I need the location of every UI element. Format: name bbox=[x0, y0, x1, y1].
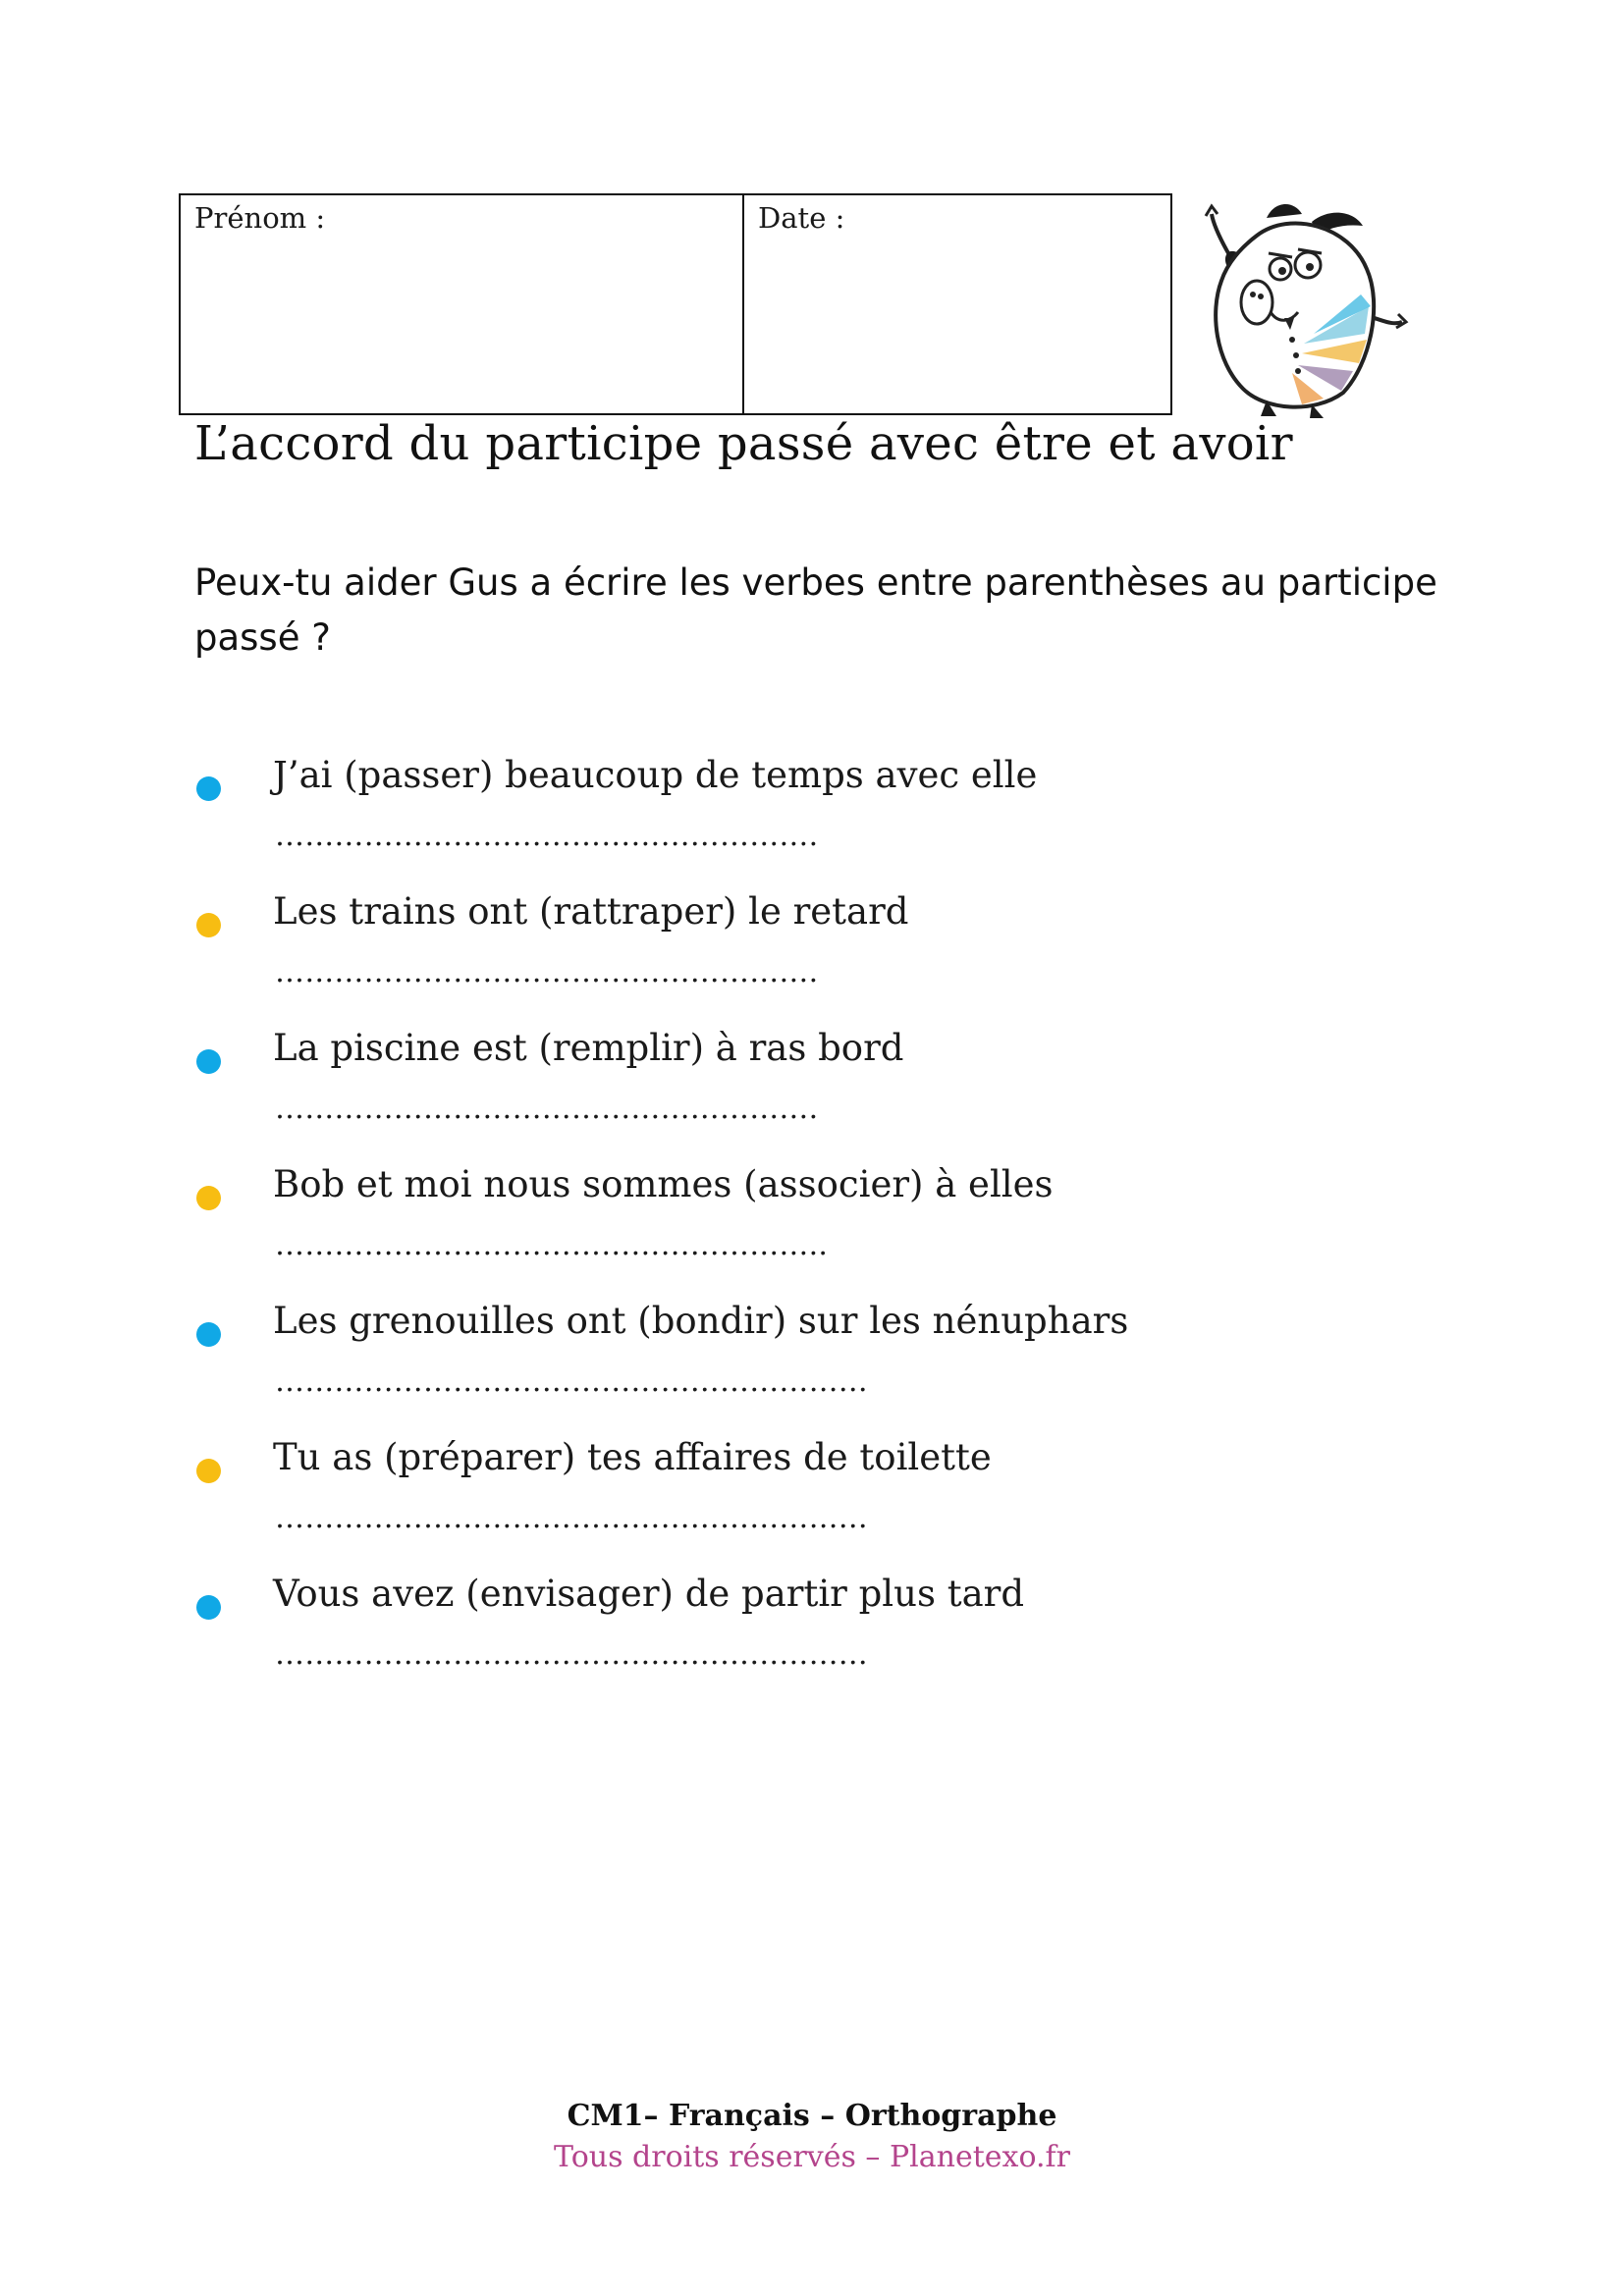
exercise-item bbox=[0, 890, 1375, 1026]
answer-line[interactable]: ………………………………………………. bbox=[275, 819, 819, 853]
bullet-dot-icon bbox=[196, 913, 221, 937]
prenom-field[interactable] bbox=[181, 195, 744, 413]
bullet-dot-icon bbox=[196, 1595, 221, 1620]
footer-rights: Tous droits réservés – Planetexo.fr bbox=[554, 2140, 1070, 2174]
exercise-sentence: Vous avez (envisager) de partir plus tard bbox=[273, 1573, 1025, 1615]
gus-mascot-icon bbox=[1196, 196, 1414, 418]
exercise-sentence: J’ai (passer) beaucoup de temps avec elle bbox=[273, 754, 1038, 796]
footer-course: CM1– Français – Orthographe bbox=[567, 2099, 1057, 2133]
bullet-dot-icon bbox=[196, 1186, 221, 1210]
answer-line[interactable]: …………………………………………………… bbox=[275, 1364, 868, 1399]
answer-line[interactable]: …………………………………………………… bbox=[275, 1501, 868, 1535]
date-field[interactable] bbox=[744, 195, 1170, 413]
exercise-sentence: Les grenouilles ont (bondir) sur les nénuphars bbox=[273, 1300, 1129, 1342]
bullet-dot-icon bbox=[196, 776, 221, 801]
answer-line[interactable]: ………………………………………………. bbox=[275, 955, 819, 989]
bullet-dot-icon bbox=[196, 1459, 221, 1483]
exercise-item bbox=[0, 1300, 1375, 1435]
exercise-item bbox=[0, 1573, 1375, 1708]
bullet-dot-icon bbox=[196, 1322, 221, 1347]
exercise-sentence: Bob et moi nous sommes (associer) à elles bbox=[273, 1163, 1054, 1205]
exercise-item bbox=[0, 754, 1375, 889]
exercise-sentence: Les trains ont (rattraper) le retard bbox=[273, 890, 909, 933]
prenom-label: Prénom : bbox=[194, 201, 326, 235]
exercise-sentence: La piscine est (remplir) à ras bord bbox=[273, 1027, 904, 1069]
date-label: Date : bbox=[758, 201, 845, 235]
answer-line[interactable]: ………………………………………………. bbox=[275, 1092, 819, 1126]
worksheet-title: L’accord du participe passé avec être et avoir bbox=[194, 416, 1293, 471]
instruction-text: Peux-tu aider Gus a écrire les verbes entre parenthèses au participe passé ? bbox=[194, 561, 1437, 659]
exercise-item bbox=[0, 1163, 1375, 1299]
exercise-item bbox=[0, 1436, 1375, 1572]
exercise-item bbox=[0, 1027, 1375, 1162]
answer-line[interactable]: ……………………………………………….. bbox=[275, 1228, 829, 1262]
bullet-dot-icon bbox=[196, 1049, 221, 1074]
exercise-sentence: Tu as (préparer) tes affaires de toilette bbox=[273, 1436, 992, 1478]
answer-line[interactable]: …………………………………………………… bbox=[275, 1637, 868, 1672]
name-date-box bbox=[179, 193, 1172, 415]
